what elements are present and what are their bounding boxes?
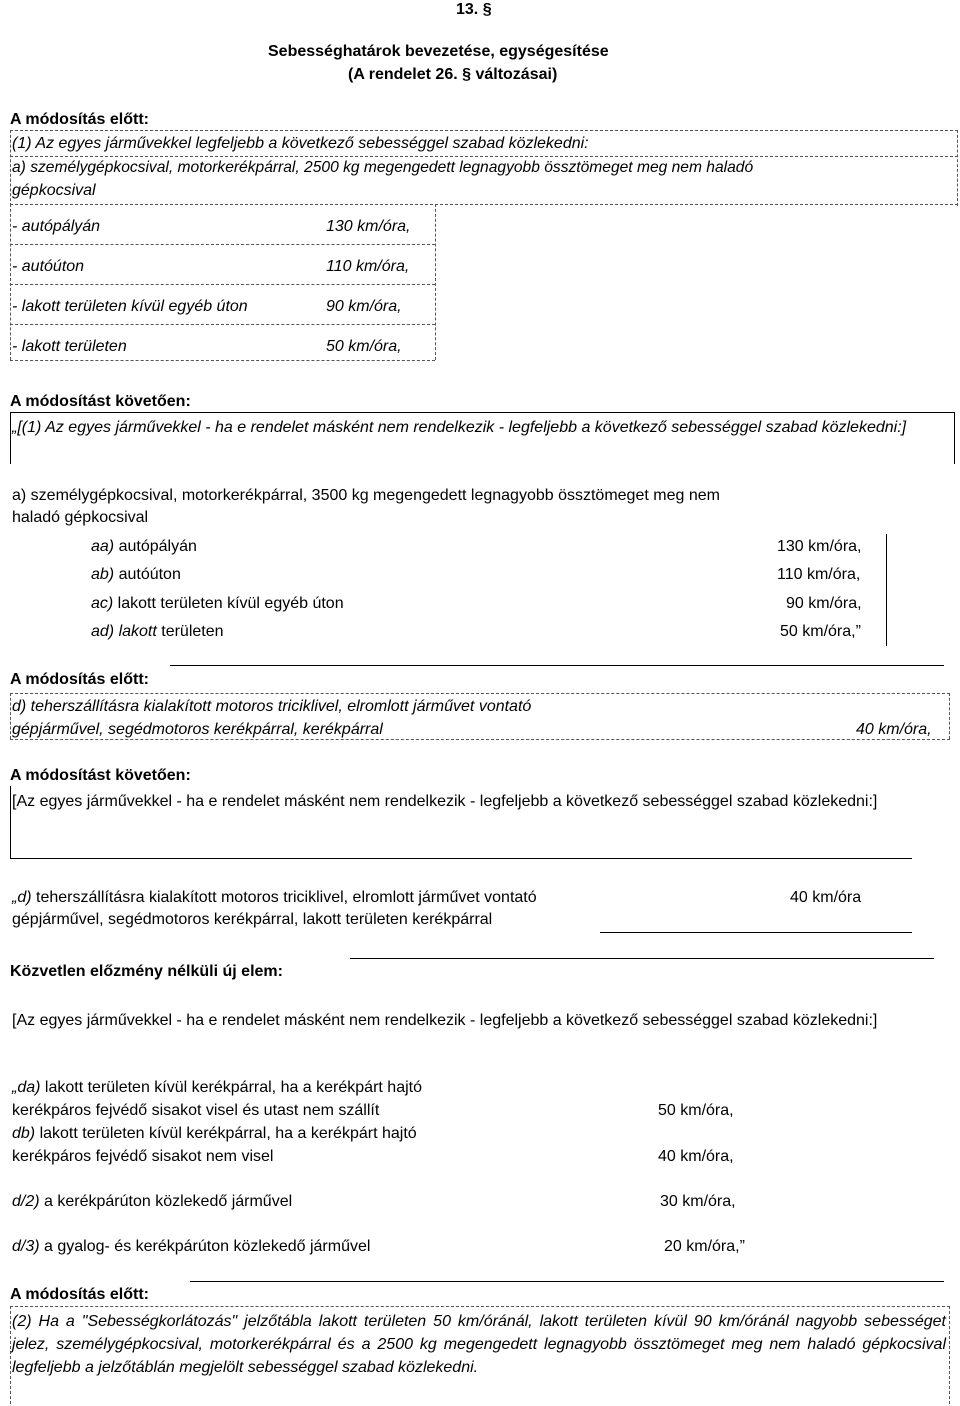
- before-heading-2: A módosítás előtt:: [10, 671, 149, 688]
- old-rule-d-line1: d) teherszállításra kialakított motoros triciklivel, elromlott járművet vontató: [12, 698, 532, 715]
- old-rule-intro: (1) Az egyes járművekkel legfeljebb a következő sebességgel szabad közlekedni:: [12, 135, 589, 152]
- before-heading-3: A módosítás előtt:: [10, 1286, 149, 1303]
- rule-d2: d/2) a kerékpárúton közlekedő járművel: [12, 1193, 293, 1210]
- separator-line: [350, 958, 934, 959]
- rule-d3: d/3) a gyalog- és kerékpárúton közlekedő járművel: [12, 1238, 371, 1255]
- page-title: Sebességhatárok bevezetése, egységesítése: [268, 43, 609, 60]
- table-border: [10, 858, 912, 859]
- table-border: [10, 412, 11, 464]
- old-rule-d-value: 40 km/óra,: [856, 721, 932, 738]
- old-row-label: - lakott területen: [12, 338, 127, 355]
- old-row-label: - autópályán: [12, 218, 101, 235]
- old-rule-a-line1: a) személygépkocsival, motorkerékpárral, 2500 kg megengedett legnagyobb össztömeget meg nem haladó: [12, 159, 754, 176]
- rule-d2-value: 30 km/óra,: [660, 1193, 736, 1210]
- old-row-value: 130 km/óra,: [326, 218, 411, 235]
- old-rule-d-line2: gépjárművel, segédmotoros kerékpárral, kerékpárral: [12, 721, 383, 738]
- dashed-border: [10, 244, 435, 245]
- new-row-label: ad) lakott területen: [91, 623, 224, 640]
- separator-line: [170, 665, 944, 666]
- dashed-border: [435, 204, 436, 360]
- dashed-border: [10, 1306, 11, 1404]
- rule-db-line2: kerékpáros fejvédő sisakot nem visel: [12, 1148, 274, 1165]
- table-border: [954, 412, 955, 464]
- new-rule-intro-2: [Az egyes járművekkel - ha e rendelet másként nem rendelkezik - legfeljebb a következő sebességgel szabad közlekedni:]: [12, 793, 878, 810]
- table-border: [886, 645, 887, 646]
- dashed-border: [10, 739, 950, 740]
- dashed-border: [957, 130, 958, 206]
- dashed-border: [10, 204, 11, 360]
- dashed-border: [10, 693, 950, 694]
- after-heading-1: A módosítást követően:: [10, 393, 191, 410]
- before-heading-1: A módosítás előtt:: [10, 111, 149, 128]
- dashed-border: [10, 156, 958, 157]
- new-rule-d-line2: gépjárművel, segédmotoros kerékpárral, lakott területen kerékpárral: [12, 911, 493, 928]
- dashed-border: [10, 1306, 950, 1307]
- new-row-value: 50 km/óra,”: [780, 623, 861, 640]
- rule-db-line1: db) lakott területen kívül kerékpárral, ha a kerékpárt hajtó: [12, 1125, 417, 1142]
- rule-da-line2: kerékpáros fejvédő sisakot visel és utast nem szállít: [12, 1102, 380, 1119]
- old-row-label: - autóúton: [12, 258, 85, 275]
- dashed-border: [10, 284, 435, 285]
- dashed-border: [949, 693, 950, 739]
- dashed-border: [10, 324, 435, 325]
- after-heading-2: A módosítást követően:: [10, 767, 191, 784]
- page-subtitle: (A rendelet 26. § változásai): [348, 66, 558, 83]
- rule-da-value: 50 km/óra,: [658, 1102, 734, 1119]
- rule-d3-value: 20 km/óra,”: [664, 1238, 745, 1255]
- new-row-label: ab) autóúton: [91, 566, 181, 583]
- new-element-intro: [Az egyes járművekkel - ha e rendelet másként nem rendelkezik - legfeljebb a következő sebességgel szabad közlekedni:]: [12, 1012, 878, 1029]
- new-row-value: 90 km/óra,: [786, 595, 862, 612]
- new-row-label: ac) lakott területen kívül egyéb úton: [91, 595, 344, 612]
- new-row-value: 130 km/óra,: [777, 538, 862, 555]
- table-border: [886, 534, 887, 646]
- separator-line: [600, 932, 912, 933]
- old-row-value: 90 km/óra,: [326, 298, 402, 315]
- separator-line: [190, 1281, 944, 1282]
- old-rule-2: (2) Ha a "Sebességkorlátozás" jelzőtábla lakott területen 50 km/óránál, lakott területen kívül 90 km/óránál nagyobb sebességet jelez, személygépkocsival, motorkerékpárral és a 2500 kg megengedett legnagyobb össztömeget meg nem haladó gépkocsival legfeljebb a jelzőtáblán megjelölt sebességgel szabad közlekedni.: [12, 1313, 946, 1376]
- old-row-value: 110 km/óra,: [326, 258, 410, 275]
- page-number: 13. §: [456, 1, 492, 18]
- dashed-border: [10, 204, 958, 205]
- table-border: [10, 786, 11, 858]
- new-rule-a: a) személygépkocsival, motorkerékpárral, 3500 kg megengedett legnagyobb össztömeget meg nem: [12, 487, 720, 504]
- new-row-label: aa) autópályán: [91, 538, 197, 555]
- dashed-border: [10, 130, 11, 206]
- old-row-label: - lakott területen kívül egyéb úton: [12, 298, 248, 315]
- new-rule-d-line1: „d) teherszállításra kialakított motoros triciklivel, elromlott járművet vontató: [12, 889, 537, 906]
- new-row-value: 110 km/óra,: [777, 566, 861, 583]
- old-row-value: 50 km/óra,: [326, 338, 402, 355]
- dashed-border: [10, 130, 958, 131]
- new-element-heading: Közvetlen előzmény nélküli új elem:: [10, 963, 283, 980]
- new-rule-intro: „[(1) Az egyes járművekkel - ha e rendelet másként nem rendelkezik - legfeljebb a következő sebességgel szabad közlekedni:]: [12, 419, 907, 436]
- rule-db-value: 40 km/óra,: [658, 1148, 734, 1165]
- rule-da-line1: „da) lakott területen kívül kerékpárral, ha a kerékpárt hajtó: [12, 1079, 422, 1096]
- dashed-border: [10, 360, 435, 361]
- dashed-border: [949, 1306, 950, 1404]
- table-border: [10, 412, 954, 413]
- old-rule-a-line2: gépkocsival: [12, 182, 96, 199]
- dashed-border: [10, 693, 11, 739]
- new-rule-a-line2: haladó gépkocsival: [12, 509, 149, 526]
- new-rule-d-value: 40 km/óra: [790, 889, 862, 906]
